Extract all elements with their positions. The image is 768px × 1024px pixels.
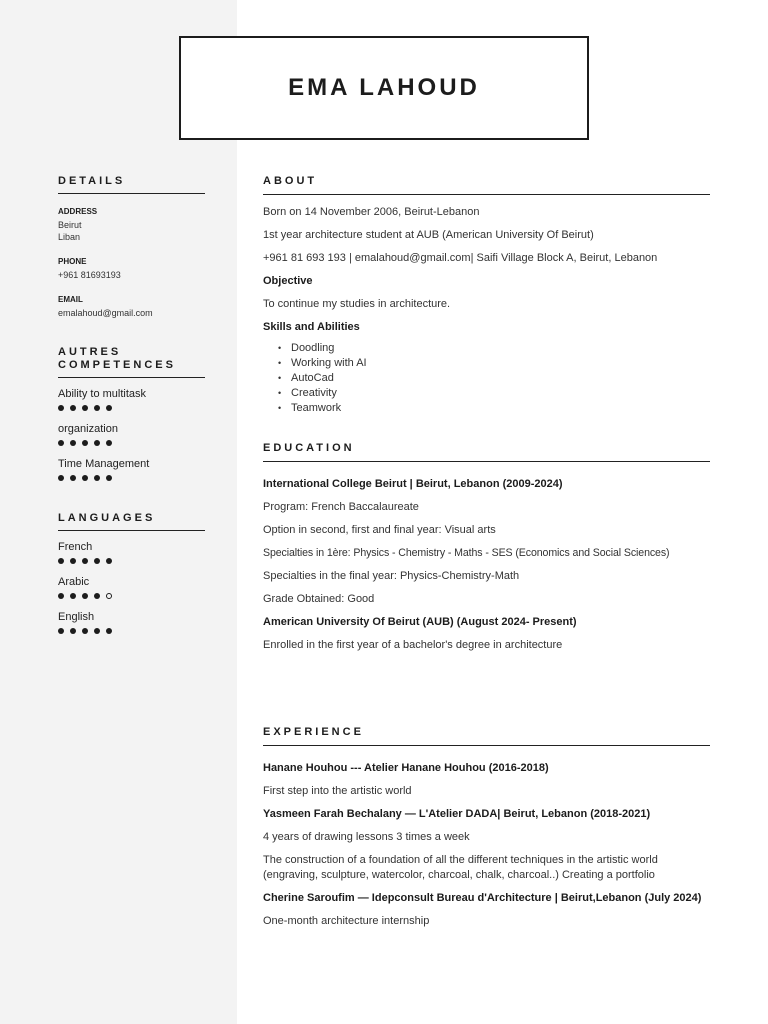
rating-dot-filled [106,628,112,634]
rating-dot-filled [58,475,64,481]
experience-entry-title: Hanane Houhou --- Atelier Hanane Houhou (2016-2018) [263,762,549,774]
about-heading: ABOUT [263,175,710,195]
experience-entry-title: Yasmeen Farah Bechalany — L'Atelier DADA| Beirut, Lebanon (2018-2021) [263,808,651,820]
education-line: Specialties in 1ère: Physics - Chemistry - Maths - SES (Economics and Social Sciences) [263,547,670,559]
rating-dot-filled [94,558,100,564]
rating-dot-filled [70,593,76,599]
languages-section [58,512,205,646]
objective-text: To continue my studies in architecture. [263,298,451,310]
rating-dot-filled [70,440,76,446]
rating-dot-filled [58,440,64,446]
address-label: ADDRESS [58,207,98,216]
rating-dot-filled [106,475,112,481]
experience-line: 4 years of drawing lessons 3 times a week [263,831,470,843]
education-line: Specialties in the final year: Physics-Chemistry-Math [263,570,520,582]
education-line: Option in second, first and final year: Visual arts [263,524,496,536]
language-rating [58,558,205,564]
language-list [58,541,205,634]
rating-dot-filled [94,593,100,599]
language-name: English [58,611,95,623]
phone-value: +961 81693193 [58,270,121,280]
rating-dot-filled [70,405,76,411]
rating-dot-filled [70,475,76,481]
competences-section [58,346,205,493]
education-entry-title: American University Of Beirut (AUB) (August 2024- Present) [263,616,577,628]
language-rating [58,593,205,599]
competence-name: Time Management [58,458,150,470]
email-label: EMAIL [58,295,83,304]
rating-dot-filled [94,475,100,481]
rating-dot-filled [82,593,88,599]
rating-dot-filled [94,405,100,411]
rating-dot-filled [82,440,88,446]
experience-entry-title: Cherine Saroufim — Idepconsult Bureau d'Architecture | Beirut,Lebanon (July 2024) [263,892,702,904]
education-line: Program: French Baccalaureate [263,501,419,513]
phone-label: PHONE [58,257,87,266]
languages-heading: LANGUAGES [58,512,205,531]
about-birth: Born on 14 November 2006, Beirut-Lebanon [263,206,480,218]
rating-dot-filled [94,440,100,446]
rating-dot-filled [58,405,64,411]
rating-dot-filled [106,440,112,446]
competence-item [58,423,205,446]
language-name: Arabic [58,576,90,588]
education-heading: EDUCATION [263,442,710,462]
rating-dot-filled [58,558,64,564]
competences-heading-line-1: AUTRES [58,346,122,358]
competence-name: organization [58,423,118,435]
competence-name: Ability to multitask [58,388,147,400]
details-section [58,175,205,319]
rating-dot-filled [106,405,112,411]
list-item: • AutoCad [278,371,710,386]
about-contact: +961 81 693 193 | emalahoud@gmail.com| Saifi Village Block A, Beirut, Lebanon [263,252,658,264]
experience-line: First step into the artistic world [263,785,412,797]
competence-item [58,388,205,411]
education-line: Grade Obtained: Good [263,593,375,605]
competence-rating [58,440,205,446]
rating-dot-filled [82,405,88,411]
competences-heading-line-2: COMPETENCES [58,359,176,371]
language-item [58,576,205,599]
details-heading: DETAILS [58,175,205,194]
rating-dot-filled [82,475,88,481]
objective-label: Objective [263,275,313,287]
address-line-1: Beirut [58,220,82,230]
list-item: • Teamwork [278,401,710,416]
rating-dot-filled [58,593,64,599]
rating-dot-filled [70,558,76,564]
competence-rating [58,405,205,411]
experience-heading: EXPERIENCE [263,726,710,746]
address-line-2: Liban [58,232,81,242]
education-section [263,442,710,653]
experience-line: The construction of a foundation of all the different techniques in the artistic world (engraving, sculpture, watercolor, charcoal, chalk, charcoal..) Creating a portfolio [263,854,658,881]
rating-dot-filled [94,628,100,634]
education-entry-title: International College Beirut | Beirut, Lebanon (2009-2024) [263,478,563,490]
competence-rating [58,475,205,481]
rating-dot-filled [106,558,112,564]
skills-list [263,341,710,416]
competence-list [58,388,205,481]
language-name: French [58,541,93,553]
rating-dot-empty [106,593,112,599]
rating-dot-filled [70,628,76,634]
about-study: 1st year architecture student at AUB (American University Of Beirut) [263,229,594,241]
competences-heading [58,346,205,378]
rating-dot-filled [82,628,88,634]
competence-item [58,458,205,481]
email-value: emalahoud@gmail.com [58,308,153,318]
name-header [179,36,589,140]
list-item: • Working with AI [278,356,710,371]
rating-dot-filled [82,558,88,564]
page-title: EMA LAHOUD [288,74,480,101]
language-item [58,611,205,634]
rating-dot-filled [58,628,64,634]
about-section [263,175,710,416]
skills-label: Skills and Abilities [263,321,360,333]
list-item: • Creativity [278,386,710,401]
education-line: Enrolled in the first year of a bachelor's degree in architecture [263,639,563,651]
language-item [58,541,205,564]
list-item: • Doodling [278,341,710,356]
experience-section [263,726,710,929]
language-rating [58,628,205,634]
experience-line: One-month architecture internship [263,915,430,927]
